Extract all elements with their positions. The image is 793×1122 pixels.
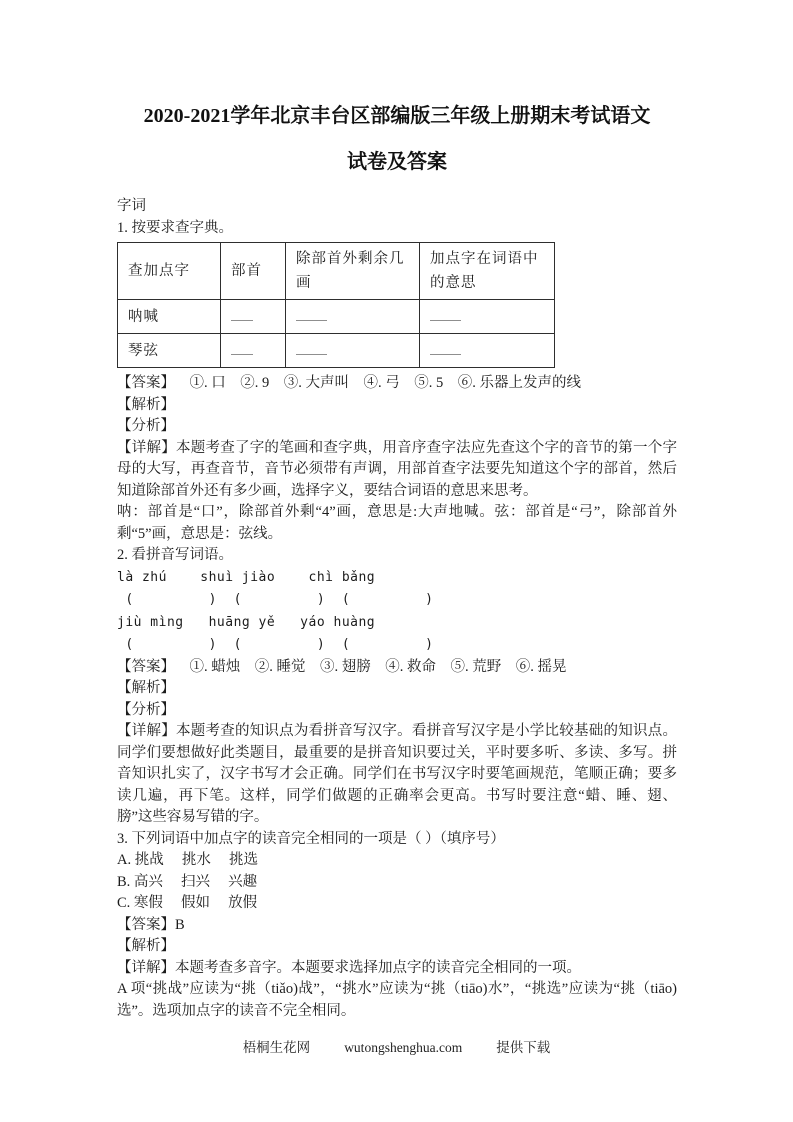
q3-answer: 【答案】B bbox=[117, 916, 185, 933]
table-header-meaning: 加点字在词语中的意思 bbox=[420, 243, 555, 300]
q1-fenxi-label: 【分析】 bbox=[117, 418, 175, 434]
table-header-char: 查加点字 bbox=[118, 243, 221, 300]
table-header-radical: 部首 bbox=[221, 243, 286, 300]
table-row bbox=[118, 300, 555, 334]
q1-jiexi-label: 【解析】 bbox=[117, 396, 175, 413]
q3-prompt: 3. 下列词语中加点字的读音完全相同的一项是（ ）（填序号） bbox=[117, 830, 505, 847]
table-header-row bbox=[118, 243, 555, 300]
q2-paren-row-2: ( ) ( ) ( ) bbox=[117, 637, 434, 652]
q3-xiangjie-line-2: A 项“挑战”应读为“挑（tiǎo)战”，“挑水”应读为“挑（tiāo)水”，“挑选”应读为“挑（tiāo)选”。选项加点字的读音不完全相同。 bbox=[117, 981, 677, 1019]
blank-line bbox=[296, 308, 327, 321]
q3-jiexi-label: 【解析】 bbox=[117, 938, 175, 954]
q2-pinyin-row-2: jiù mìng huāng yě yáo huàng bbox=[117, 614, 376, 630]
table-cell-word: 琴弦 bbox=[118, 334, 221, 368]
q2-answer: 【答案】 ①. 蜡烛 ②. 睡觉 ③. 翅膀 ④. 救命 ⑤. 荒野 ⑥. 摇晃 bbox=[117, 658, 567, 675]
table-cell-blank bbox=[420, 334, 555, 368]
section-label: 字词 bbox=[117, 198, 146, 214]
q2-paren-row-1: ( ) ( ) ( ) bbox=[117, 592, 434, 607]
table-cell-blank bbox=[286, 334, 420, 368]
footer-site-url: wutongshenghua.com bbox=[344, 1040, 463, 1055]
table-cell-blank bbox=[420, 300, 555, 334]
document-title bbox=[117, 0, 677, 185]
table-cell-blank bbox=[221, 334, 286, 368]
document-content bbox=[117, 0, 677, 1022]
q1-dictionary-table bbox=[117, 242, 555, 368]
q1-answer: 【答案】 ①. 口 ②. 9 ③. 大声叫 ④. 弓 ⑤. 5 ⑥. 乐器上发声的线 bbox=[117, 375, 581, 391]
blank-line bbox=[430, 342, 461, 355]
table-cell-blank bbox=[221, 300, 286, 334]
table-header-strokes: 除部首外剩余几画 bbox=[286, 243, 420, 300]
q3-option-c: C. 寒假 假如 放假 bbox=[117, 895, 258, 911]
q2-prompt: 2. 看拼音写词语。 bbox=[117, 547, 233, 563]
q2-fenxi-label: 【分析】 bbox=[117, 701, 175, 718]
q3-option-b: B. 高兴 扫兴 兴趣 bbox=[117, 873, 258, 890]
blank-line bbox=[296, 342, 327, 355]
q2-jiexi-label: 【解析】 bbox=[117, 680, 175, 696]
blank-line bbox=[231, 342, 253, 355]
q1-xiangjie: 【详解】本题考查了字的笔画和查字典，用音序查字法应先查这个字的音节的第一个字母的大写，再查音节，音节必须带有声调，用部首查字法要先知道这个字的部首，然后知道除部首外还有多少画，选择字义，要结合词语的意思来思考。 bbox=[117, 439, 677, 499]
footer-download-label: 提供下载 bbox=[496, 1040, 551, 1055]
footer-site-name: 梧桐生花网 bbox=[242, 1040, 311, 1055]
q2-xiangjie: 【详解】本题考查的知识点为看拼音写汉字。看拼音写汉字是小学比较基础的知识点。同学们要想做好此类题目，最重要的是拼音知识要过关，平时要多听、多读、多写。拼音知识扎实了，汉字书写才会正确。同学们在书写汉字时要笔画规范，笔顺正确；要多读几遍，再下笔。这样，同学们做题的正确率会更高。书写时要注意“蜡、睡、翅、膀”这些容易写错的字。 bbox=[117, 723, 677, 825]
q2-pinyin-row-1: là zhú shuì jiào chì bǎng bbox=[117, 569, 376, 585]
page-footer bbox=[0, 1037, 793, 1059]
table-row bbox=[118, 334, 555, 368]
q3-option-a: A. 挑战 挑水 挑选 bbox=[117, 852, 258, 868]
table-cell-word: 呐喊 bbox=[118, 300, 221, 334]
blank-line bbox=[231, 308, 253, 321]
q1-prompt: 1. 按要求查字典。 bbox=[117, 219, 233, 236]
title-line-2: 试卷及答案 bbox=[347, 151, 447, 173]
blank-line bbox=[430, 308, 461, 321]
q3-xiangjie-line-1: 【详解】本题考查多音字。本题要求选择加点字的读音完全相同的一项。 bbox=[117, 959, 581, 976]
q1-note: 呐：部首是“口”，除部首外剩“4”画，意思是:大声地喊。弦：部首是“弓”，除部首外剩“5”画，意思是：弦线。 bbox=[117, 504, 677, 542]
table-cell-blank bbox=[286, 300, 420, 334]
title-line-1: 2020-2021学年北京丰台区部编版三年级上册期末考试语文 bbox=[143, 105, 651, 127]
